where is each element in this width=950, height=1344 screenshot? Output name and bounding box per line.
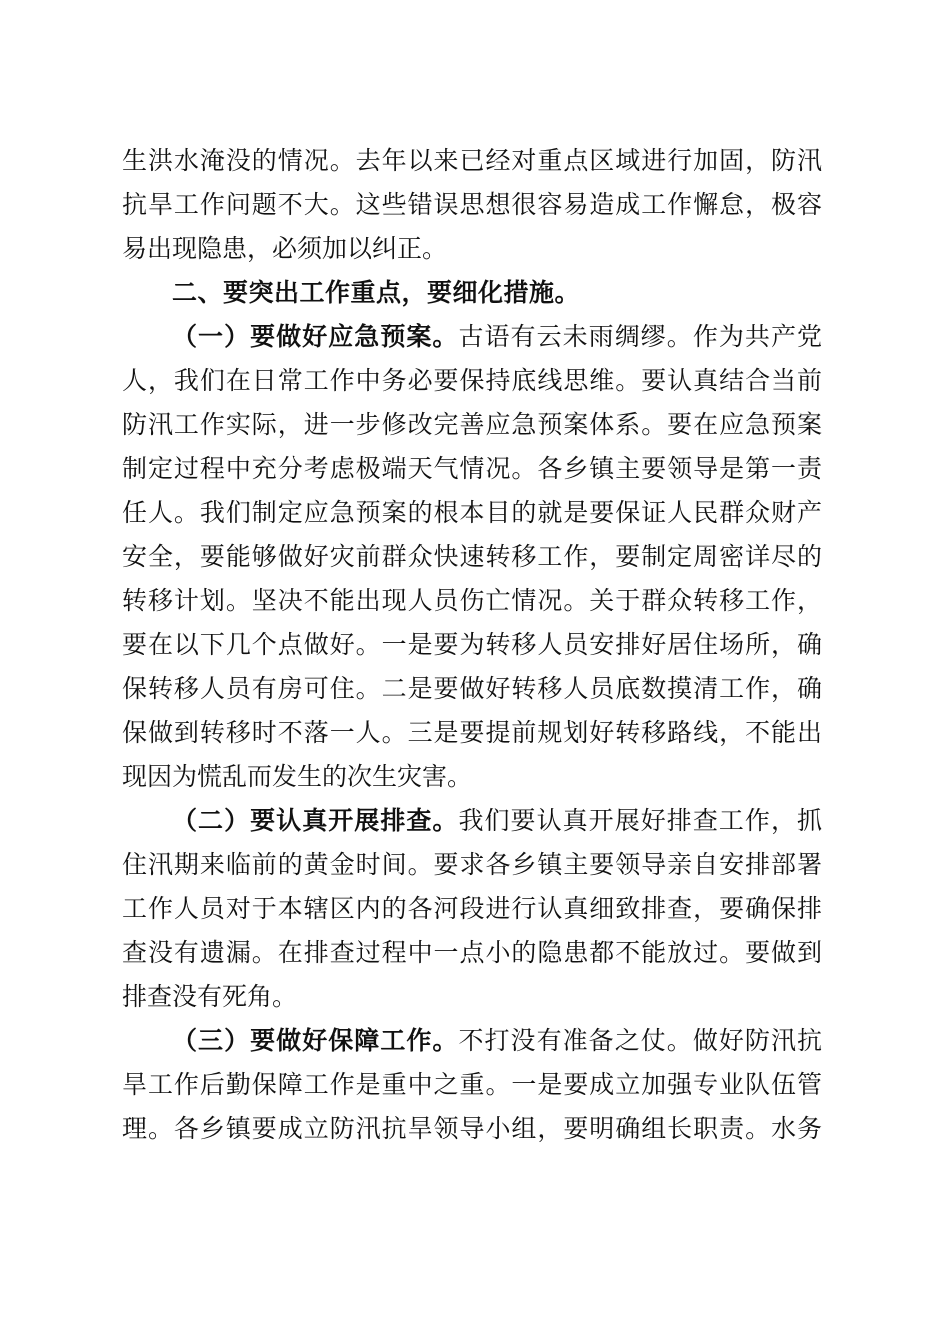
- paragraph-line: 任人。我们制定应急预案的根本目的就是要保证人民群众财产: [122, 498, 822, 527]
- paragraph-line: 理。各乡镇要成立防汛抗旱领导小组，要明确组长职责。水务: [122, 1114, 822, 1143]
- paragraph-first-line: [122, 1019, 822, 1063]
- paragraph-line: 人，我们在日常工作中务必要保持底线思维。要认真结合当前: [122, 366, 822, 395]
- paragraph-first-line: [122, 799, 822, 843]
- paragraph-line: 保转移人员有房可住。二是要做好转移人员底数摸清工作，确: [122, 674, 822, 703]
- paragraph-text: 不打没有准备之仗。做好防汛抗: [458, 1026, 822, 1055]
- intro-line: 易出现隐患，必须加以纠正。: [122, 234, 448, 263]
- intro-line: 生洪水淹没的情况。去年以来已经对重点区域进行加固，防汛: [122, 146, 822, 175]
- paragraph-line: 制定过程中充分考虑极端天气情况。各乡镇主要领导是第一责: [122, 454, 822, 483]
- paragraph-line: 工作人员对于本辖区内的各河段进行认真细致排查，要确保排: [122, 894, 822, 923]
- paragraph-line: 现因为慌乱而发生的次生灾害。: [122, 762, 473, 791]
- paragraph-line: 安全，要能够做好灾前群众快速转移工作，要制定周密详尽的: [122, 542, 822, 571]
- paragraph-lead: （三）要做好保障工作。: [172, 1026, 459, 1055]
- paragraph-lead: （一）要做好应急预案。: [172, 322, 459, 351]
- paragraph-line: 保做到转移时不落一人。三是要提前规划好转移路线，不能出: [122, 718, 822, 747]
- paragraph-line: 转移计划。坚决不能出现人员伤亡情况。关于群众转移工作，: [122, 586, 822, 615]
- paragraph-text: 古语有云未雨绸缪。作为共产党: [458, 322, 822, 351]
- section-heading: 二、要突出工作重点，要细化措施。: [172, 278, 581, 307]
- paragraph-text: 我们要认真开展好排查工作，抓: [458, 806, 822, 835]
- paragraph-line: 要在以下几个点做好。一是要为转移人员安排好居住场所，确: [122, 630, 822, 659]
- document-body: [122, 139, 822, 1151]
- paragraph-line: 排查没有死角。: [122, 982, 298, 1011]
- paragraph-line: 防汛工作实际，进一步修改完善应急预案体系。要在应急预案: [122, 410, 822, 439]
- paragraph-line: 住汛期来临前的黄金时间。要求各乡镇主要领导亲自安排部署: [122, 850, 822, 879]
- paragraph-lead: （二）要认真开展排查。: [172, 806, 459, 835]
- intro-line: 抗旱工作问题不大。这些错误思想很容易造成工作懈怠，极容: [122, 190, 822, 219]
- paragraph-line: 旱工作后勤保障工作是重中之重。一是要成立加强专业队伍管: [122, 1070, 822, 1099]
- paragraph-line: 查没有遗漏。在排查过程中一点小的隐患都不能放过。要做到: [122, 938, 822, 967]
- paragraph-first-line: [122, 315, 822, 359]
